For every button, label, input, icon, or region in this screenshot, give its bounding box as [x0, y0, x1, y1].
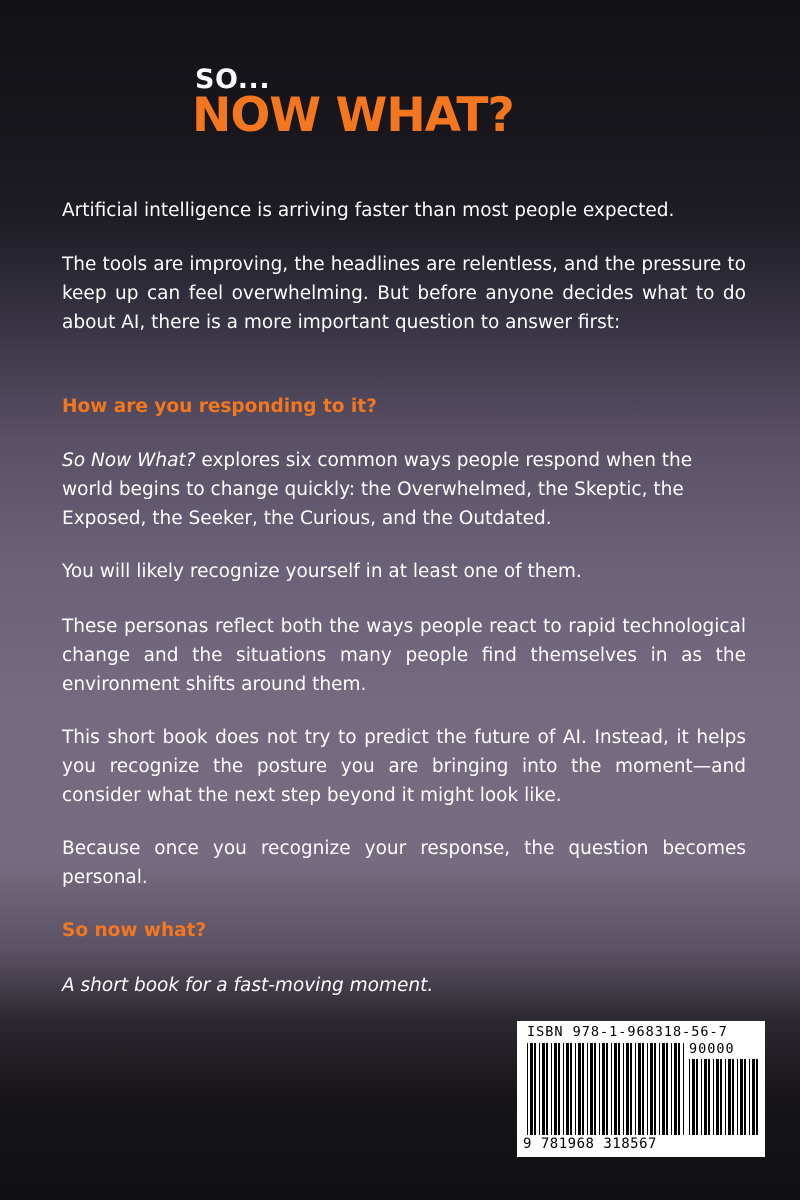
barcode-bar — [674, 1043, 677, 1135]
personas-intro-text: explores six common ways people respond when the world begins to change quickly: the Overwhelmed, the Skeptic, the Exposed, the Seeker, the Curious, and the Outdated. — [62, 450, 693, 529]
barcode-bar — [662, 1043, 665, 1135]
barcode-bar — [578, 1043, 581, 1135]
barcode-bar — [728, 1059, 731, 1135]
barcode-bar — [749, 1059, 750, 1135]
personas-reflect-paragraph: These personas reflect both the ways people react to rapid technological change and the situations many people find themselves in as the environment shifts around them. — [62, 616, 746, 695]
purpose-paragraph: This short book does not try to predict the future of AI. Instead, it helps you recognize the posture you are bringing into the moment—and consider what the next step beyond it might look like. — [62, 727, 746, 806]
tagline: A short book for a fast-moving moment. — [62, 975, 434, 996]
barcode-bar — [666, 1043, 668, 1135]
barcode-bar — [534, 1043, 536, 1135]
barcode-bar — [582, 1043, 584, 1135]
intro-paragraph: Artificial intelligence is arriving faster than most people expected. — [62, 200, 675, 221]
barcode-bar — [678, 1043, 680, 1135]
barcode-bar — [546, 1043, 548, 1135]
barcode-bar — [554, 1043, 557, 1135]
barcode-bar — [701, 1059, 702, 1135]
ean-digits: 9 781968 318567 — [523, 1136, 657, 1152]
barcode-bar — [635, 1043, 636, 1135]
barcode-bar — [611, 1043, 612, 1135]
barcode-bar — [599, 1043, 600, 1135]
barcode-bar — [737, 1059, 738, 1135]
barcode-bar — [704, 1059, 707, 1135]
closing-question: So now what? — [62, 920, 207, 941]
barcode-bar — [716, 1059, 719, 1135]
barcode-bar — [720, 1059, 722, 1135]
barcode-bar — [713, 1059, 714, 1135]
barcode-bar — [551, 1043, 552, 1135]
barcode-bar — [671, 1043, 672, 1135]
barcode-bar — [590, 1043, 593, 1135]
barcode-bar — [602, 1043, 605, 1135]
barcode-bar — [752, 1059, 755, 1135]
barcode-bar — [744, 1059, 746, 1135]
barcode-bar — [692, 1059, 695, 1135]
barcode-bar — [642, 1043, 644, 1135]
barcode-bar — [558, 1043, 560, 1135]
barcode-bar — [539, 1043, 540, 1135]
barcode-bar — [732, 1059, 734, 1135]
barcode-bar — [542, 1043, 545, 1135]
barcode-bar — [530, 1043, 533, 1135]
barcode-bar — [614, 1043, 617, 1135]
barcode-bar — [689, 1059, 690, 1135]
title-so: SO... — [195, 64, 271, 95]
barcode-bar — [563, 1043, 564, 1135]
barcode-bar — [740, 1059, 743, 1135]
barcode-bar — [683, 1043, 684, 1135]
barcode-bar — [650, 1043, 653, 1135]
barcode-bar — [527, 1043, 528, 1135]
barcode-bar — [756, 1059, 758, 1135]
barcode-bar — [654, 1043, 656, 1135]
isbn-label: ISBN 978-1-968318-56-7 — [527, 1024, 728, 1040]
barcode-bar — [570, 1043, 572, 1135]
barcode-bar — [725, 1059, 726, 1135]
barcode-bar — [566, 1043, 569, 1135]
barcode-bar — [638, 1043, 641, 1135]
barcode-bar — [594, 1043, 596, 1135]
personas-intro-paragraph — [62, 446, 746, 533]
tools-paragraph: The tools are improving, the headlines are relentless, and the pressure to keep up can feel overwhelming. But before anyone decides what to do about AI, there is a more important question to answer first: — [62, 254, 746, 333]
barcode-bar — [626, 1043, 629, 1135]
barcode-bar — [647, 1043, 648, 1135]
barcode-bar — [606, 1043, 608, 1135]
barcode-bar — [618, 1043, 620, 1135]
book-title-italic: So Now What? — [62, 450, 196, 471]
barcode-bar — [623, 1043, 624, 1135]
barcode-bar — [587, 1043, 588, 1135]
barcode-bar — [696, 1059, 698, 1135]
isbn-barcode — [517, 1021, 765, 1157]
title-now-what: NOW WHAT? — [192, 88, 514, 143]
personal-paragraph: Because once you recognize your response, the question becomes personal. — [62, 838, 746, 888]
barcode-bar — [575, 1043, 576, 1135]
recognize-paragraph: You will likely recognize yourself in at least one of them. — [62, 561, 582, 582]
barcode-bar — [708, 1059, 710, 1135]
price-code: 90000 — [689, 1041, 735, 1057]
barcode-bar — [659, 1043, 660, 1135]
question-heading: How are you responding to it? — [62, 396, 377, 417]
barcode-bar — [630, 1043, 632, 1135]
